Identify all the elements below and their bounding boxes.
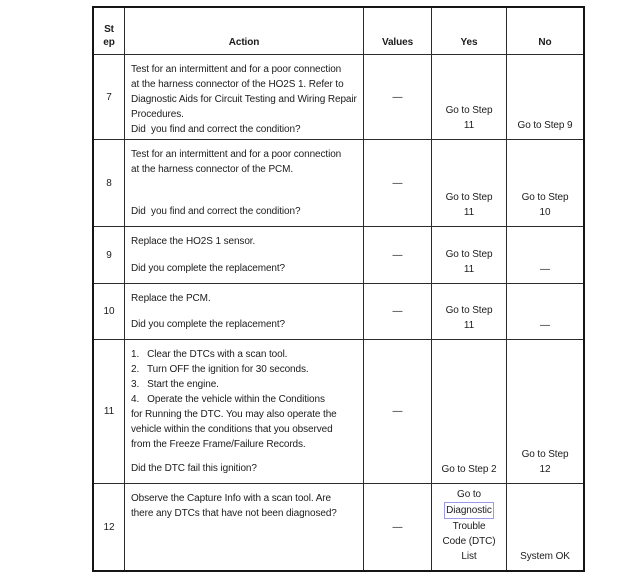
action-line: Diagnostic Aids for Circuit Testing and Wiring Repair xyxy=(131,94,357,105)
list-item-line: 2. Turn OFF the ignition for 30 seconds. xyxy=(131,364,309,375)
values-cell: — xyxy=(364,140,432,226)
goto-text: 11 xyxy=(463,120,475,131)
col-header-no: No xyxy=(538,37,552,48)
goto-text: 12 xyxy=(539,464,551,475)
goto-text: Go to Step 9 xyxy=(517,120,573,131)
diagnostic-steps-table xyxy=(92,6,585,572)
status-text: System OK xyxy=(520,551,570,562)
goto-text: 10 xyxy=(539,207,551,218)
table-row-step-11 xyxy=(94,340,583,484)
list-item-line: 3. Start the engine. xyxy=(131,379,219,390)
col-header-yes: Yes xyxy=(432,8,507,54)
action-description xyxy=(131,147,357,177)
values-cell: — xyxy=(364,284,432,339)
yes-cell xyxy=(432,140,507,226)
action-line: Test for an intermittent and for a poor connection xyxy=(131,149,342,160)
goto-text: Go to Step xyxy=(521,192,569,203)
action-cell xyxy=(125,340,364,483)
goto-text: Go to Step xyxy=(445,249,493,260)
action-cell xyxy=(125,484,364,570)
no-cell xyxy=(507,55,583,139)
list-item-line: 1. Clear the DTCs with a scan tool. xyxy=(131,349,288,360)
values-cell: — xyxy=(364,340,432,483)
step-number: 8 xyxy=(94,140,125,226)
action-description xyxy=(131,491,357,521)
list-item-line: for Running the DTC. You may also operate the xyxy=(131,409,337,420)
goto-text: 11 xyxy=(463,320,475,331)
goto-text: Code (DTC) xyxy=(442,536,496,547)
dash-text: — xyxy=(540,320,550,331)
no-cell xyxy=(507,227,583,283)
no-cell xyxy=(507,340,583,483)
goto-text: 11 xyxy=(463,207,475,218)
yes-cell xyxy=(432,227,507,283)
action-line: at the harness connector of the PCM. xyxy=(131,164,294,175)
yes-cell xyxy=(432,484,507,570)
goto-text: Go to Step xyxy=(445,305,493,316)
goto-text: 11 xyxy=(463,264,475,275)
action-question: Did you complete the replacement? xyxy=(131,319,286,330)
col-header-step: St ep xyxy=(94,8,125,54)
goto-text: Go to xyxy=(457,489,481,500)
yes-cell xyxy=(432,55,507,139)
step-number: 10 xyxy=(94,284,125,339)
action-description xyxy=(131,291,357,306)
col-header-values: Values xyxy=(364,8,432,54)
values-cell: — xyxy=(364,484,432,570)
action-line: Replace the PCM. xyxy=(131,293,211,304)
table-row-step-10 xyxy=(94,284,583,340)
action-numbered-list xyxy=(131,347,357,452)
action-question: Did the DTC fail this ignition? xyxy=(131,463,257,474)
list-item-line: vehicle within the conditions that you observed xyxy=(131,424,333,435)
step-number: 9 xyxy=(94,227,125,283)
action-line: Replace the HO2S 1 sensor. xyxy=(131,236,256,247)
table-row-step-12 xyxy=(94,484,583,570)
action-description xyxy=(131,234,357,249)
goto-text: Go to Step xyxy=(445,192,493,203)
action-cell xyxy=(125,227,364,283)
action-cell xyxy=(125,55,364,139)
col-header-action: Action xyxy=(125,8,364,54)
table-row-step-8 xyxy=(94,140,583,227)
action-description xyxy=(131,62,357,122)
list-item-line: from the Freeze Frame/Failure Records. xyxy=(131,439,306,450)
goto-text: Go to Step 2 xyxy=(441,464,497,475)
diagnostic-link[interactable]: Diagnostic xyxy=(444,502,494,519)
yes-cell xyxy=(432,340,507,483)
table-row-step-9 xyxy=(94,227,583,284)
list-item-line: 4. Operate the vehicle within the Conditions xyxy=(131,394,325,405)
goto-text: Go to Step xyxy=(521,449,569,460)
no-cell xyxy=(507,484,583,570)
table-row-step-7 xyxy=(94,55,583,140)
no-cell xyxy=(507,140,583,226)
action-line: Test for an intermittent and for a poor connection xyxy=(131,64,342,75)
table-header-row xyxy=(94,8,583,55)
step-number: 11 xyxy=(94,340,125,483)
action-line: there any DTCs that have not been diagnosed? xyxy=(131,508,337,519)
dash-text: — xyxy=(540,264,550,275)
action-cell xyxy=(125,284,364,339)
yes-cell xyxy=(432,284,507,339)
values-cell: — xyxy=(364,227,432,283)
goto-text: Trouble xyxy=(452,521,486,532)
action-question: Did you find and correct the condition? xyxy=(131,206,301,217)
action-cell xyxy=(125,140,364,226)
goto-text: Go to Step xyxy=(445,105,493,116)
action-line: Observe the Capture Info with a scan tool. Are xyxy=(131,493,331,504)
values-cell: — xyxy=(364,55,432,139)
step-number: 7 xyxy=(94,55,125,139)
step-number: 12 xyxy=(94,484,125,570)
action-line: at the harness connector of the HO2S 1. Refer to xyxy=(131,79,344,90)
action-question: Did you find and correct the condition? xyxy=(131,124,301,135)
action-question: Did you complete the replacement? xyxy=(131,263,286,274)
no-cell xyxy=(507,284,583,339)
action-line: Procedures. xyxy=(131,109,184,120)
goto-text: List xyxy=(461,551,477,562)
